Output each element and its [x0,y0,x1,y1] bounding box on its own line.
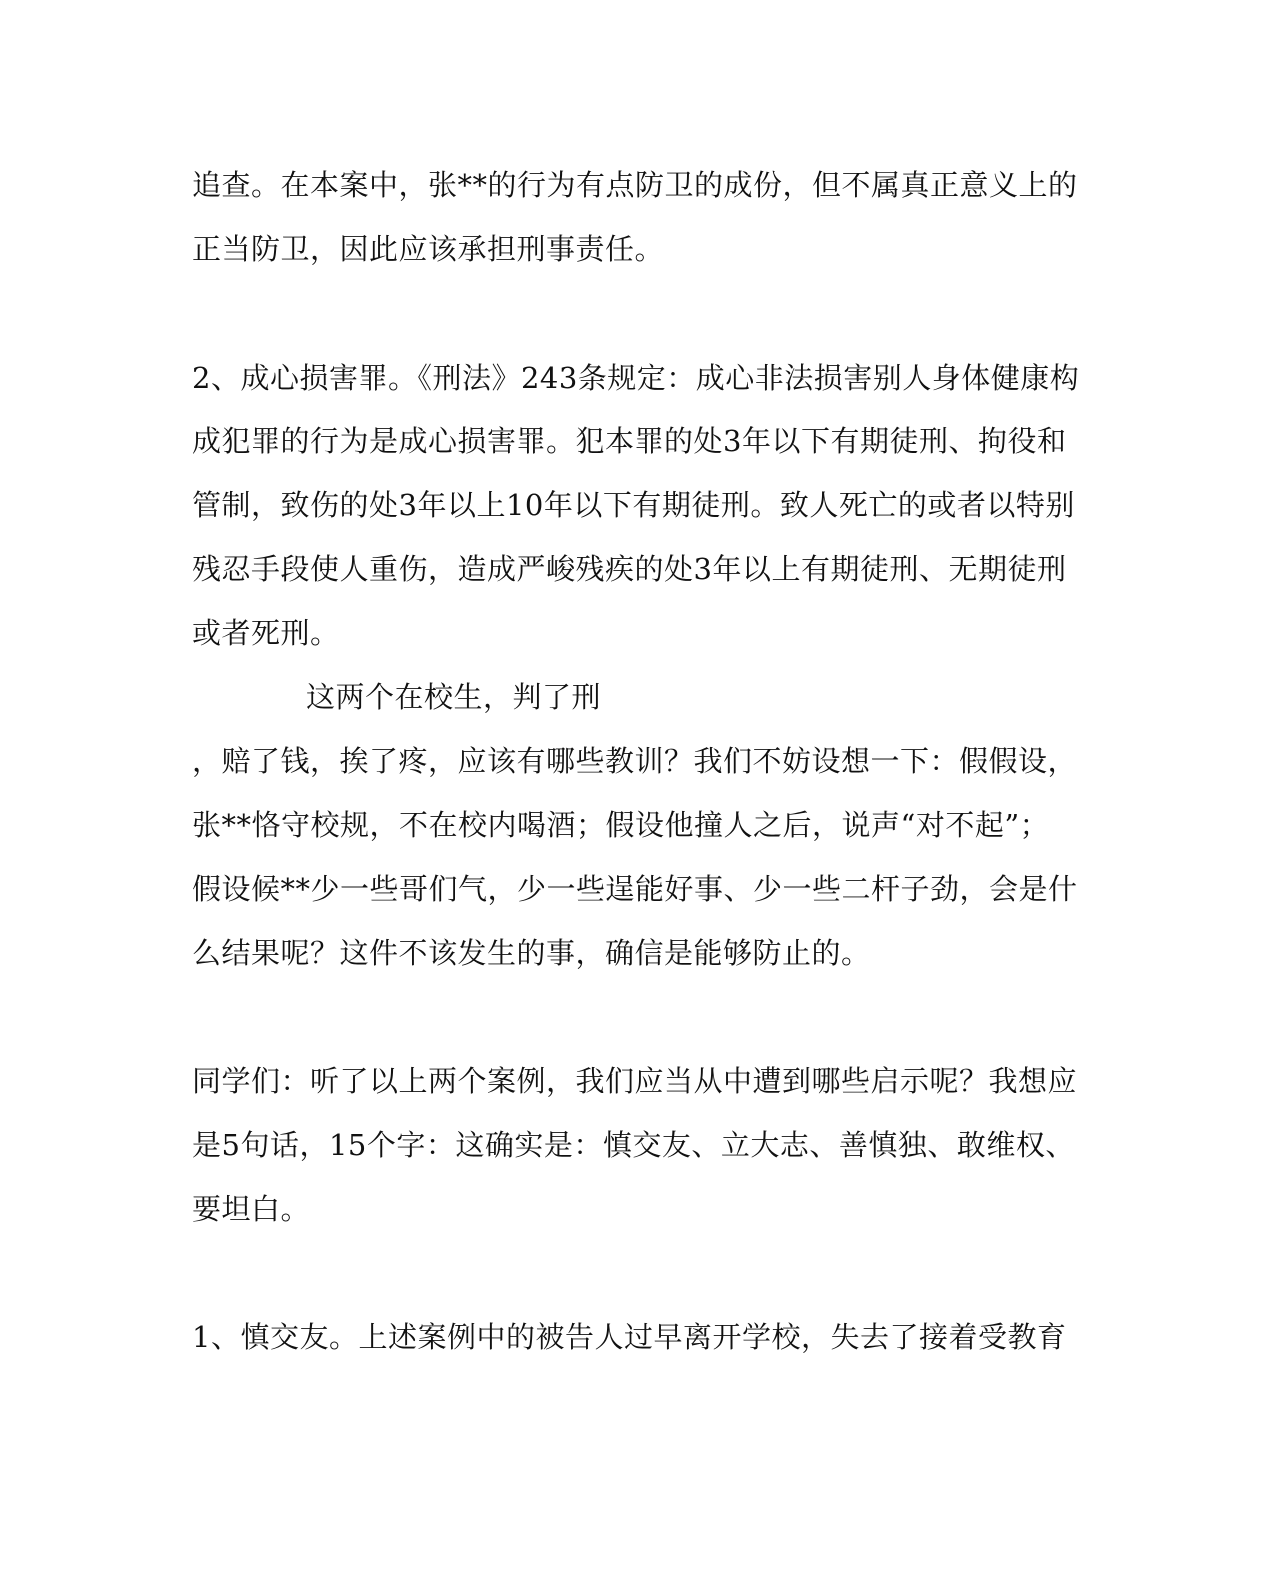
text-line: 是5句话，15个字：这确实是：慎交友、立大志、善慎独、敢维权、 [192,1128,1075,1162]
text-line: ，赔了钱，挨了疼，应该有哪些教训？我们不妨设想一下：假假设， [192,744,1078,778]
text-line: 2、成心损害罪。《刑法》243条规定：成心非法损害别人身体健康构 [192,361,1080,395]
text-line: 成犯罪的行为是成心损害罪。犯本罪的处3年以下有期徒刑、拘役和 [192,424,1067,458]
text-line: 残忍手段使人重伤，造成严峻残疾的处3年以上有期徒刑、无期徒刑 [192,552,1067,586]
text-line: 1、慎交友。上述案例中的被告人过早离开学校，失去了接着受教育 [192,1320,1067,1354]
text-line: 要坦白。 [192,1192,311,1226]
text-line: 正当防卫，因此应该承担刑事责任。 [192,232,665,266]
text-line: 管制，致伤的处3年以上10年以下有期徒刑。致人死亡的或者以特别 [192,488,1075,522]
text-line: 这两个在校生，判了刑 [306,680,602,714]
text-line: 同学们：听了以上两个案例，我们应当从中遭到哪些启示呢？我想应 [192,1064,1078,1098]
text-line: 或者死刑。 [192,616,340,650]
text-line: 追查。在本案中，张**的行为有点防卫的成份，但不属真正意义上的 [192,168,1078,202]
text-line: 张**恪守校规，不在校内喝酒；假设他撞人之后，说声“对不起”； [192,808,1050,842]
text-line: 假设候**少一些哥们气，少一些逞能好事、少一些二杆子劲，会是什 [192,872,1078,906]
text-line: 么结果呢？这件不该发生的事，确信是能够防止的。 [192,936,871,970]
